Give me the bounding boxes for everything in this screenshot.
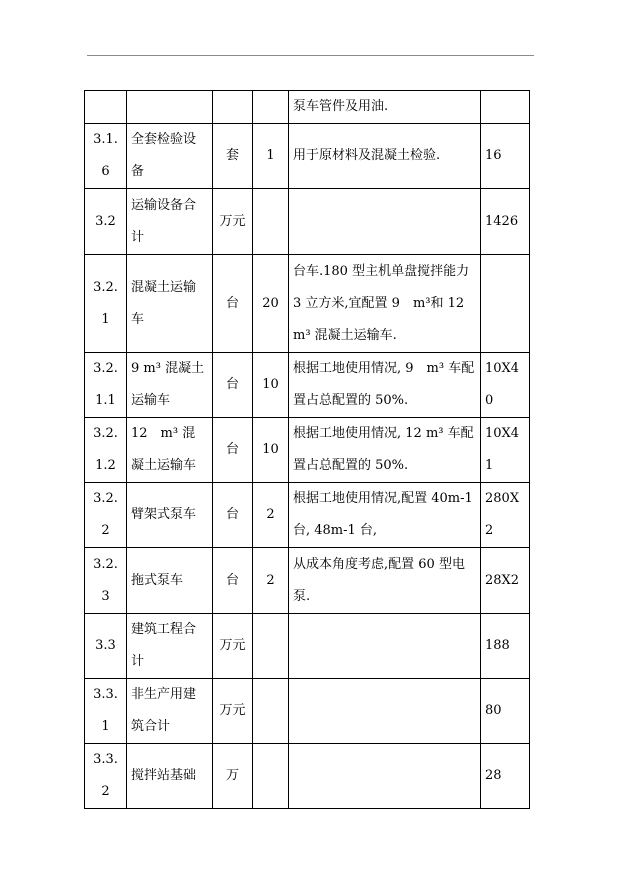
item-quantity (253, 91, 289, 124)
table-row (85, 614, 530, 679)
item-quantity: 10 (253, 353, 289, 418)
table-row (85, 483, 530, 548)
item-description: 根据工地使用情况, 12 m³ 车配置占总配置的 50%. (289, 418, 481, 483)
table-row (85, 744, 530, 809)
table-row (85, 548, 530, 614)
row-number: 3.3 (85, 614, 127, 679)
item-name: 建筑工程合计 (127, 614, 213, 679)
row-number: 3.2.2 (85, 483, 127, 548)
row-number: 3.2.1.1 (85, 353, 127, 418)
item-name: 拖式泵车 (127, 548, 213, 614)
item-amount (481, 91, 530, 124)
item-name: 12 m³ 混凝土运输车 (127, 418, 213, 483)
item-unit: 台 (213, 548, 253, 614)
item-amount: 28 (481, 744, 530, 809)
item-amount: 80 (481, 679, 530, 744)
item-unit: 万 (213, 744, 253, 809)
item-quantity: 20 (253, 255, 289, 353)
item-quantity: 10 (253, 418, 289, 483)
table-row (85, 124, 530, 189)
equipment-cost-table (84, 90, 530, 809)
item-amount: 280X2 (481, 483, 530, 548)
table-row (85, 418, 530, 483)
item-quantity: 2 (253, 548, 289, 614)
item-unit: 万元 (213, 679, 253, 744)
row-number: 3.2 (85, 189, 127, 255)
item-amount (481, 255, 530, 353)
page-header-rule (87, 55, 534, 56)
item-quantity (253, 679, 289, 744)
item-unit: 台 (213, 255, 253, 353)
item-name: 搅拌站基础 (127, 744, 213, 809)
row-number (85, 91, 127, 124)
item-description: 台车.180 型主机单盘搅拌能力 3 立方米,宜配置 9 m³和 12 m³ 混凝土运输车. (289, 255, 481, 353)
item-description (289, 744, 481, 809)
table-row (85, 91, 530, 124)
table-row (85, 255, 530, 353)
item-unit (213, 91, 253, 124)
item-description: 根据工地使用情况, 9 m³ 车配置占总配置的 50%. (289, 353, 481, 418)
item-name: 臂架式泵车 (127, 483, 213, 548)
item-name: 全套检验设备 (127, 124, 213, 189)
item-description (289, 614, 481, 679)
item-quantity: 1 (253, 124, 289, 189)
item-amount: 10X40 (481, 353, 530, 418)
item-name: 9 m³ 混凝土运输车 (127, 353, 213, 418)
table-row (85, 189, 530, 255)
item-unit: 万元 (213, 189, 253, 255)
item-description: 根据工地使用情况,配置 40m-1 台, 48m-1 台, (289, 483, 481, 548)
table-row (85, 353, 530, 418)
item-unit: 台 (213, 483, 253, 548)
row-number: 3.2.1 (85, 255, 127, 353)
item-description: 泵车管件及用油. (289, 91, 481, 124)
row-number: 3.2.3 (85, 548, 127, 614)
item-quantity (253, 189, 289, 255)
row-number: 3.3.1 (85, 679, 127, 744)
item-quantity (253, 614, 289, 679)
item-amount: 1426 (481, 189, 530, 255)
item-amount: 28X2 (481, 548, 530, 614)
row-number: 3.3.2 (85, 744, 127, 809)
item-unit: 台 (213, 418, 253, 483)
item-description (289, 189, 481, 255)
item-amount: 188 (481, 614, 530, 679)
item-unit: 万元 (213, 614, 253, 679)
item-quantity: 2 (253, 483, 289, 548)
item-unit: 台 (213, 353, 253, 418)
item-amount: 10X41 (481, 418, 530, 483)
item-quantity (253, 744, 289, 809)
item-name: 运输设备合计 (127, 189, 213, 255)
item-name (127, 91, 213, 124)
item-name: 混凝土运输车 (127, 255, 213, 353)
row-number: 3.2.1.2 (85, 418, 127, 483)
table-row (85, 679, 530, 744)
item-description (289, 679, 481, 744)
item-unit: 套 (213, 124, 253, 189)
item-name: 非生产用建筑合计 (127, 679, 213, 744)
row-number: 3.1.6 (85, 124, 127, 189)
item-description: 从成本角度考虑,配置 60 型电泵. (289, 548, 481, 614)
item-description: 用于原材料及混凝土检验. (289, 124, 481, 189)
item-amount: 16 (481, 124, 530, 189)
